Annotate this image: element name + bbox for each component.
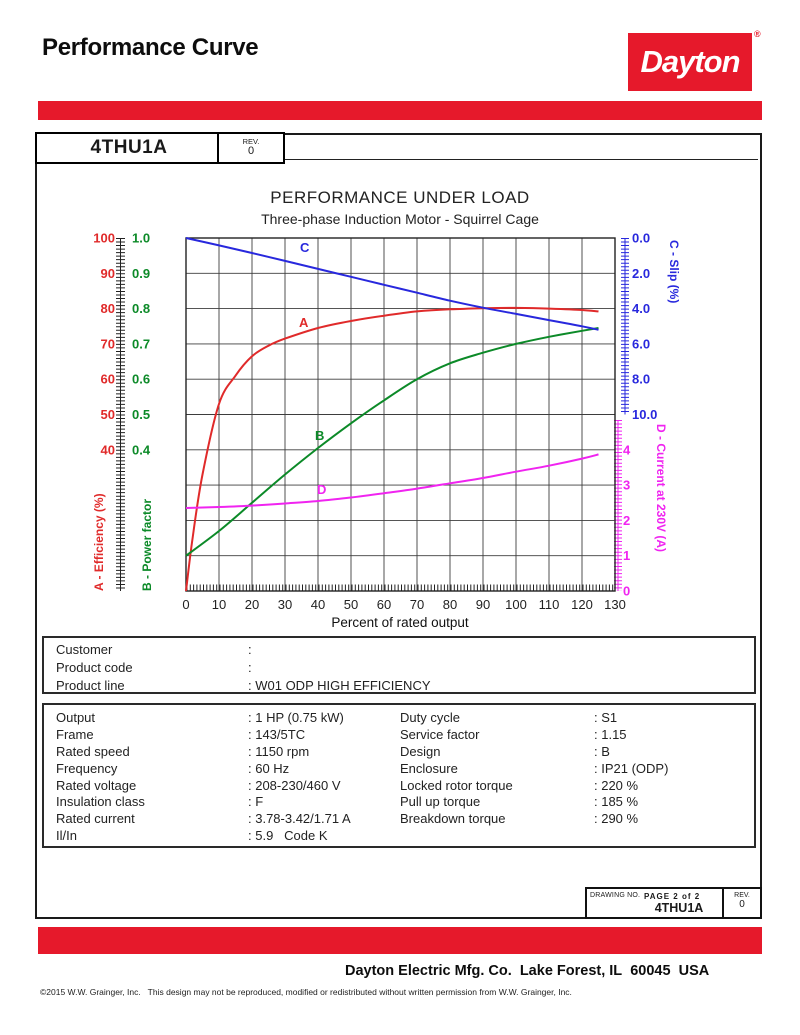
slip-axis-title: C - Slip (%) (667, 240, 681, 304)
spec-value: : 1 HP (0.75 kW) (248, 710, 344, 725)
performance-chart (85, 228, 700, 640)
efficiency-tick: 100 (93, 230, 115, 246)
current-tick: 2 (623, 512, 631, 528)
power-factor-axis-title: B - Power factor (140, 498, 154, 591)
spec-label: Insulation class (56, 794, 145, 810)
efficiency-tick: 60 (100, 371, 115, 387)
specs-box (42, 703, 756, 848)
x-tick: 20 (244, 597, 260, 612)
slip-tick: 2.0 (632, 265, 651, 281)
x-axis-title: Percent of rated output (331, 615, 469, 630)
spec-label: Frame (56, 726, 94, 742)
x-tick: 50 (343, 597, 359, 612)
current-axis-title: D - Current at 230V (A) (654, 424, 668, 553)
efficiency-tick: 80 (100, 301, 115, 317)
info-row (44, 678, 754, 696)
spec-value: : 220 % (594, 777, 639, 793)
spec-label: Service factor (400, 726, 480, 742)
axis-tick-labels (93, 231, 657, 613)
x-tick: 130 (604, 597, 626, 612)
info-label: Product code (56, 660, 133, 675)
spec-label: Output (56, 710, 96, 725)
drawing-no-label: DRAWING NO. (590, 892, 641, 899)
x-tick: 60 (376, 597, 392, 612)
dayton-logo-text: Dayton (640, 44, 740, 79)
x-tick: 10 (211, 597, 227, 612)
efficiency-axis-title: A - Efficiency (%) (92, 493, 106, 591)
curve-C (186, 238, 599, 330)
company-address: Dayton Electric Mfg. Co. Lake Forest, IL 60045 USA (345, 963, 710, 979)
spec-row (44, 794, 754, 811)
x-tick: 70 (409, 597, 425, 612)
curve-D (186, 454, 599, 508)
slip-tick: 10.0 (632, 407, 658, 422)
spec-label: Enclosure (400, 760, 458, 776)
x-tick: 0 (182, 597, 190, 612)
spec-value: : IP21 (ODP) (594, 760, 669, 776)
current-tick: 4 (623, 442, 631, 458)
curve-label-efficiency: A (299, 315, 309, 330)
spec-value: : 1.15 (594, 726, 627, 742)
info-row (44, 642, 754, 660)
spec-label: Locked rotor torque (400, 777, 513, 793)
drawing-rev-value: 0 (739, 899, 745, 910)
info-value: : (248, 660, 252, 675)
spec-label: Rated current (56, 811, 135, 827)
x-tick: 40 (310, 597, 326, 612)
drawing-rev-cell (722, 889, 760, 917)
chart-subtitle: Three-phase Induction Motor - Squirrel Cage (261, 211, 539, 227)
efficiency-tick: 90 (100, 265, 115, 281)
power-factor-tick: 0.6 (132, 371, 151, 387)
slip-tick: 6.0 (632, 336, 651, 352)
current-tick: 1 (623, 548, 631, 564)
spec-value: : 1150 rpm (248, 743, 310, 759)
curve-label-current: D (317, 482, 327, 497)
spec-value: : S1 (594, 710, 618, 725)
copyright-line: ©2015 W.W. Grainger, Inc. This design may not be reproduced, modified or redistributed without written permission from W.W. Grainger, Inc. (40, 987, 572, 997)
spec-value: : 290 % (594, 811, 639, 827)
power-factor-tick: 0.8 (132, 301, 151, 317)
x-tick: 110 (538, 597, 560, 612)
power-factor-tick: 0.5 (132, 407, 151, 422)
spec-label: Rated speed (56, 743, 130, 759)
spec-row (44, 744, 754, 761)
red-divider-bottom (38, 927, 762, 954)
rev-label: REV. (242, 137, 260, 146)
chart-grid (186, 238, 615, 591)
rev-value: 0 (247, 145, 255, 157)
spec-row (44, 727, 754, 744)
power-factor-tick: 0.9 (132, 265, 151, 281)
x-tick: 90 (475, 597, 491, 612)
drawing-number: 4THU1A (654, 901, 704, 915)
spec-value: : 185 % (594, 794, 639, 810)
x-tick: 100 (505, 597, 527, 612)
slip-tick: 4.0 (632, 301, 651, 317)
spec-row (44, 761, 754, 778)
revision-box (217, 132, 285, 164)
page-indicator: PAGE 2 of 2 (644, 892, 701, 901)
spec-label: Frequency (56, 760, 118, 776)
spec-row (44, 778, 754, 795)
power-factor-tick: 0.4 (132, 442, 151, 458)
info-label: Customer (56, 642, 113, 657)
spec-label: Rated voltage (56, 777, 137, 793)
document-title: Performance Curve (42, 34, 259, 61)
x-tick: 30 (277, 597, 293, 612)
dayton-logo (628, 33, 752, 91)
spec-label: Pull up torque (400, 794, 481, 810)
x-tick: 80 (442, 597, 458, 612)
info-value: : W01 ODP HIGH EFFICIENCY (248, 678, 431, 693)
chart-title: PERFORMANCE UNDER LOAD (270, 188, 530, 207)
drawing-rev-label: REV. (734, 892, 750, 899)
spec-value: : 143/5TC (248, 726, 306, 742)
drawing-number-box (585, 887, 762, 919)
red-divider-top (38, 101, 762, 120)
curve-label-powerfactor: B (315, 428, 325, 443)
info-label: Product line (56, 678, 125, 693)
power-factor-tick: 0.7 (132, 336, 151, 352)
spec-label: Breakdown torque (400, 811, 506, 827)
efficiency-tick: 50 (100, 407, 115, 422)
spec-row (44, 811, 754, 828)
x-tick: 120 (571, 597, 593, 612)
info-value: : (248, 642, 252, 657)
info-row (44, 660, 754, 678)
spec-value: : F (248, 794, 264, 810)
spec-label: Design (400, 743, 441, 759)
power-factor-tick: 1.0 (132, 230, 151, 246)
efficiency-tick: 70 (100, 336, 115, 352)
curve-label-slip: C (300, 240, 310, 255)
spec-label: Duty cycle (400, 710, 460, 725)
spec-value: : 5.9 Code K (248, 828, 328, 844)
spec-value: : 3.78-3.42/1.71 A (248, 811, 351, 827)
current-tick: 3 (623, 477, 631, 493)
spec-row (44, 710, 754, 727)
spec-label: Il/In (56, 828, 77, 844)
slip-tick: 0.0 (632, 230, 651, 246)
spec-value: : B (594, 743, 610, 759)
current-tick: 0 (623, 583, 631, 599)
customer-info-box (42, 636, 756, 694)
model-number-box: 4THU1A (35, 132, 223, 164)
spec-value: : 208-230/460 V (248, 777, 341, 793)
slip-tick: 8.0 (632, 371, 651, 387)
spec-row (44, 828, 754, 845)
efficiency-tick: 40 (100, 442, 115, 458)
spec-value: : 60 Hz (248, 760, 290, 776)
registered-mark: ® (754, 29, 761, 39)
curve-B (186, 328, 599, 556)
